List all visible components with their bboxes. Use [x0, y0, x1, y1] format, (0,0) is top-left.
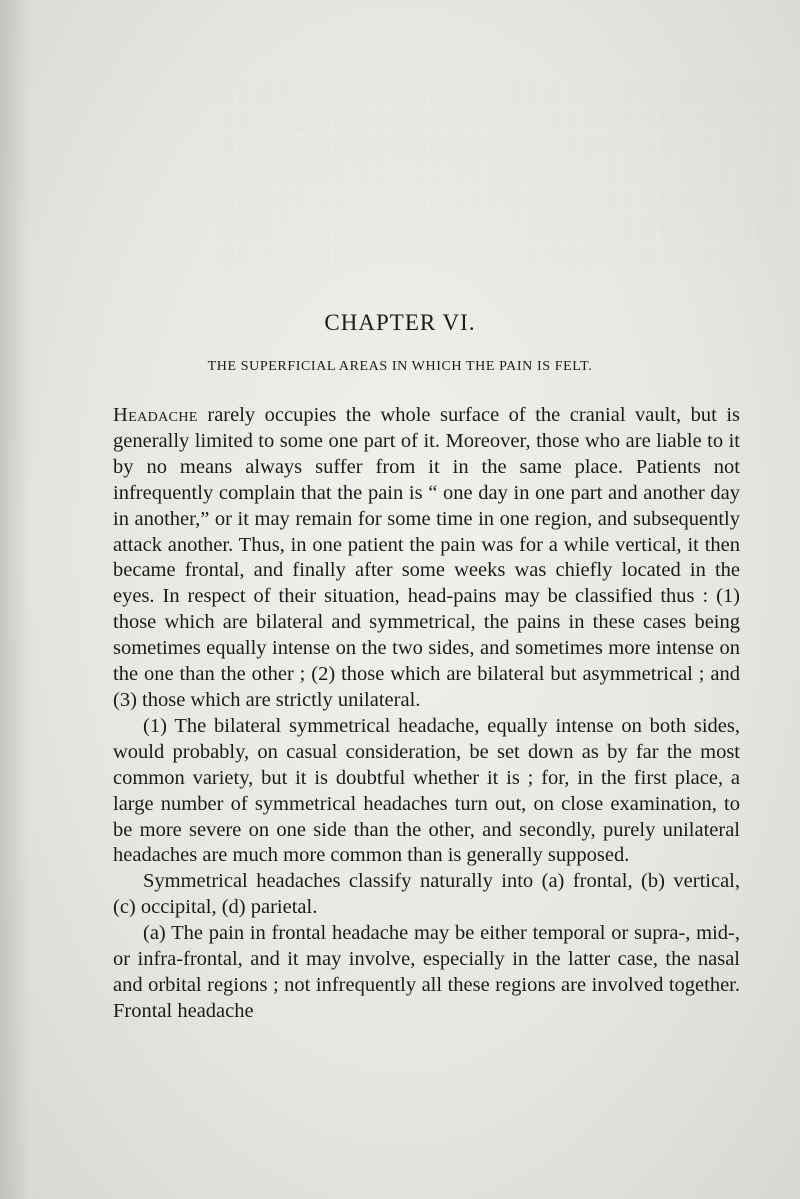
paragraph-2: (1) The bilateral symmetrical headache, equally intense on both sides, would probably, on casual consideration, be set down as by far the most common variety, but it is doubtful whether it is ; for, in the first place, a large number of symmetrical headaches turn out, on close examination, to be more severe on one side than the other, and secondly, purely unilateral headaches are much more common than is generally supposed. — [113, 714, 740, 867]
page-gutter-shadow — [0, 0, 30, 1199]
show-through-texture: ░ ░ ░ ░ ░ ░ ░ ░ ░ ░ ░ ░ ░ ░ ░ ░ ░ ░ ░ ░ ░ ░ ░ ░ ░ ░ ░ ░ ░ ░ ░ ░ ░ ░ ░ ░ ░ ░ ░ ░ ░ ░ ░ ░ ░ ░ ░ ░ ░ ░ ░ ░ ░ ░ ░ ░ ░ ░ ░ ░ ░ ░ ░ ░ ░ ░ ░ ░ ░ ░ ░ ░ ░ ░ ░ ░ ░ ░ ░ ░ ░ ░ ░ ░ ░ ░ ░ ░ ░ ░ ░ ░ ░ ░ ░ ░ ░ ░ ░ ░ ░ ░ ░ ░ ░ ░ ░ ░ ░ ░ ░ ░ ░ ░ ░ ░ ░ ░ ░ ░ ░ ░ ░ ░ ░ ░ ░ ░ ░ ░ ░ ░ ░ ░ ░ ░ ░ ░ ░ ░ ░ ░ ░ ░ ░ ░ ░ ░ ░ ░ ░ ░ ░ ░ ░ ░ ░ ░ ░ ░ ░ ░ ░ ░ ░ ░ ░ ░ ░ ░ ░ ░ ░ ░ ░ ░ ░ ░ ░ ░ ░ ░ ░ ░ ░ ░ ░ ░ ░ ░ ░ ░ ░ ░ ░ ░ ░ ░ ░ ░ ░ ░ ░ ░ ░ ░ ░ ░ ░ ░ — [219, 82, 790, 266]
chapter-subtitle: THE SUPERFICIAL AREAS IN WHICH THE PAIN IS FELT. — [207, 359, 593, 374]
paragraph-1 — [113, 403, 740, 714]
paragraph-3: Symmetrical headaches classify naturally into (a) frontal, (b) vertical, (c) occipital, (d) parietal. — [113, 870, 740, 919]
paragraph-4: (a) The pain in frontal headache may be either temporal or supra-, mid-, or infra-frontal, and it may involve, especially in the latter case, the nasal and orbital regions ; not infrequently all these regions are involved together. Frontal headache — [113, 922, 740, 1022]
chapter-body — [113, 403, 740, 1025]
paragraph-text: rarely occupies the whole surface of the cranial vault, but is generally limited to some one part of it. Moreover, those who are liable to it by no means always suffer from it in the same place. Patients not infrequently complain that the pain is “ one day in one part and another day in another,” or it may remain for some time in one region, and subsequently attack another. Thus, in one patient the pain was for a while vertical, it then became frontal, and finally after some weeks was chiefly located in the eyes. In respect of their situation, head-pains may be classified thus : (1) those which are bilateral and symmetrical, the pains in these cases being sometimes equally intense on the two sides, and sometimes more intense on the one than the other ; (2) those which are bilateral but asymmetrical ; and (3) those which are strictly unilateral. — [113, 404, 740, 711]
chapter-title: CHAPTER VI. — [324, 310, 476, 335]
paragraph-lead-word: Headache — [113, 404, 198, 426]
